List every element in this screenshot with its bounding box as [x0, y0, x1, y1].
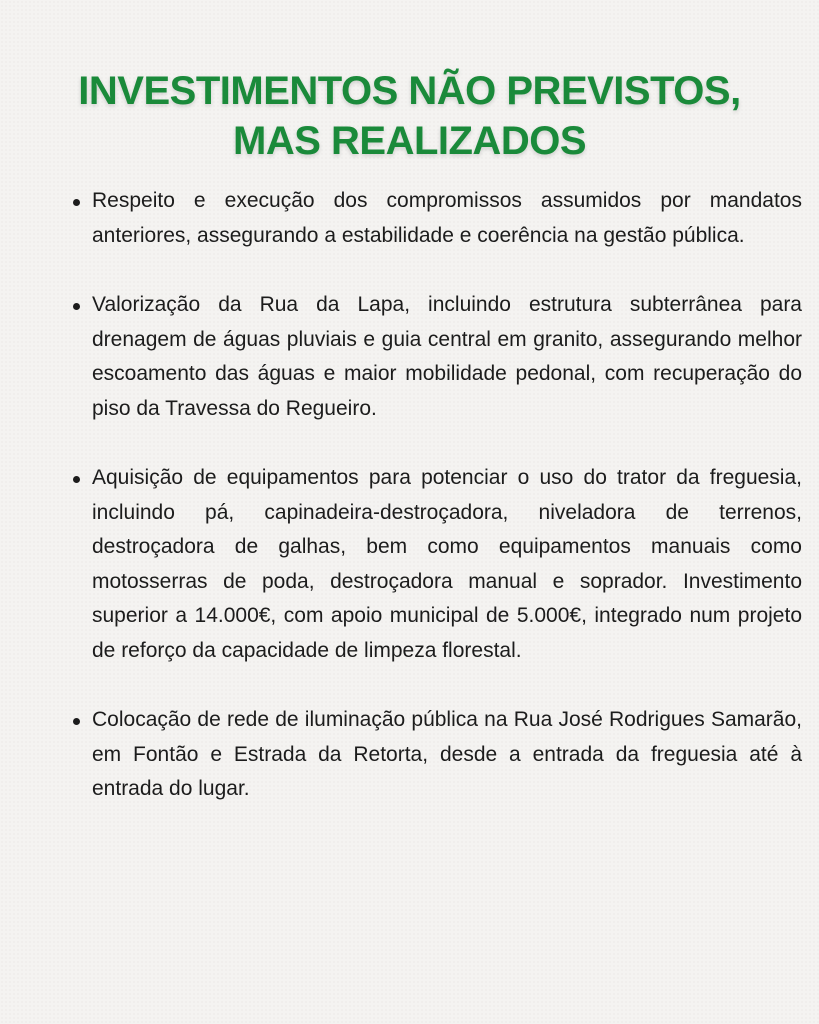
- bullet-icon: [73, 476, 80, 483]
- list-item-text: Aquisição de equipamentos para potenciar o uso do trator da freguesia, incluindo pá, capinadeira-destroçadora, niveladora de terrenos, destroçadora de galhas, bem como equipamentos manuais como motosserras de poda, destroçadora manual e soprador. Investimento superior a 14.000€, com apoio municipal de 5.000€, integrado num projeto de reforço da capacidade de limpeza florestal.: [92, 466, 802, 662]
- list-item: [92, 703, 802, 807]
- list-item-text: Colocação de rede de iluminação pública na Rua José Rodrigues Samarão, em Fontão e Estrada da Retorta, desde a entrada da freguesia até à entrada do lugar.: [92, 708, 802, 800]
- list-item: [92, 184, 802, 253]
- list-item-text: Valorização da Rua da Lapa, incluindo estrutura subterrânea para drenagem de águas pluviais e guia central em granito, assegurando melhor escoamento das águas e maior mobilidade pedonal, com recuperação do piso da Travessa do Regueiro.: [92, 293, 802, 420]
- list-item-text: Respeito e execução dos compromissos assumidos por mandatos anteriores, assegurando a estabilidade e coerência na gestão pública.: [92, 189, 802, 247]
- bullet-icon: [73, 303, 80, 310]
- title-line-1: INVESTIMENTOS NÃO PREVISTOS,: [78, 69, 741, 113]
- page-title: [0, 66, 819, 166]
- bullet-list: [60, 184, 802, 842]
- list-item: [92, 461, 802, 668]
- title-line-2: MAS REALIZADOS: [233, 119, 586, 163]
- list-item: [92, 288, 802, 426]
- bullet-icon: [73, 199, 80, 206]
- bullet-icon: [73, 718, 80, 725]
